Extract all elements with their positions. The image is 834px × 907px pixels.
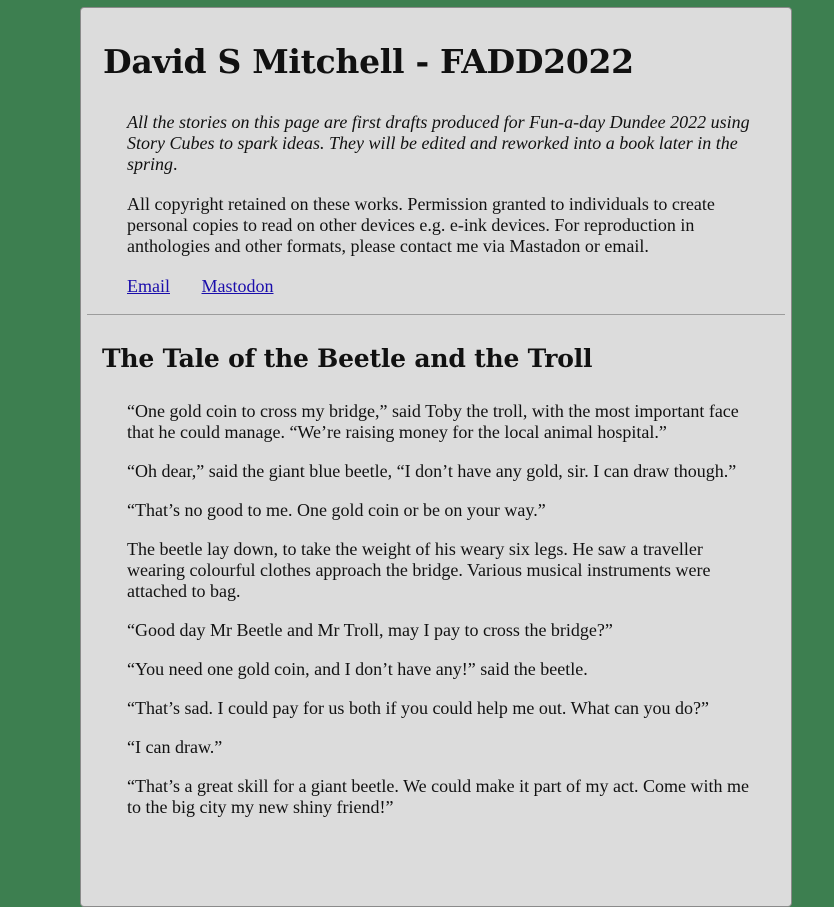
page-card — [80, 7, 792, 907]
story-paragraph: “Oh dear,” said the giant blue beetle, “I don’t have any gold, sir. I can draw though.” — [127, 461, 737, 481]
intro-section — [127, 112, 753, 298]
contact-links — [127, 276, 753, 298]
story-paragraph: “That’s sad. I could pay for us both if you could help me out. What can you do?” — [127, 698, 710, 718]
story-paragraph: “One gold coin to cross my bridge,” said Toby the troll, with the most important face that he could manage. “We’re raising money for the local animal hospital.” — [127, 401, 739, 442]
story-paragraph: “You need one gold coin, and I don’t have any!” said the beetle. — [127, 659, 588, 679]
story-body — [127, 401, 753, 818]
story-section — [81, 343, 791, 818]
intro-note — [127, 112, 753, 175]
mastodon-link[interactable]: Mastodon — [201, 276, 274, 296]
story-title: The Tale of the Beetle and the Troll — [102, 344, 593, 373]
page-title: David S Mitchell - FADD2022 — [103, 42, 634, 81]
story-paragraph: “I can draw.” — [127, 737, 223, 757]
email-link[interactable]: Email — [127, 276, 170, 296]
page-header — [81, 42, 791, 298]
intro-italic-text: All the stories on this page are first drafts produced for Fun-a-day Dundee 2022 using Story Cubes to spark ideas. They will be edited and reworked into a book later in the spring — [127, 112, 750, 174]
copyright-notice: All copyright retained on these works. Permission granted to individuals to create personal copies to read on other devices e.g. e-ink devices. For reproduction in anthologies and other formats, please contact me via Mastadon or email. — [127, 194, 715, 256]
story-paragraph: The beetle lay down, to take the weight of his weary six legs. He saw a traveller wearing colourful clothes approach the bridge. Various musical instruments were attached to bag. — [127, 539, 711, 601]
story-paragraph: “That’s no good to me. One gold coin or be on your way.” — [127, 500, 546, 520]
story-paragraph: “Good day Mr Beetle and Mr Troll, may I pay to cross the bridge?” — [127, 620, 613, 640]
story-paragraph: “That’s a great skill for a giant beetle. We could make it part of my act. Come with me to the big city my new shiny friend!” — [127, 776, 750, 817]
section-divider — [87, 314, 785, 315]
intro-italic-end: . — [173, 154, 178, 174]
